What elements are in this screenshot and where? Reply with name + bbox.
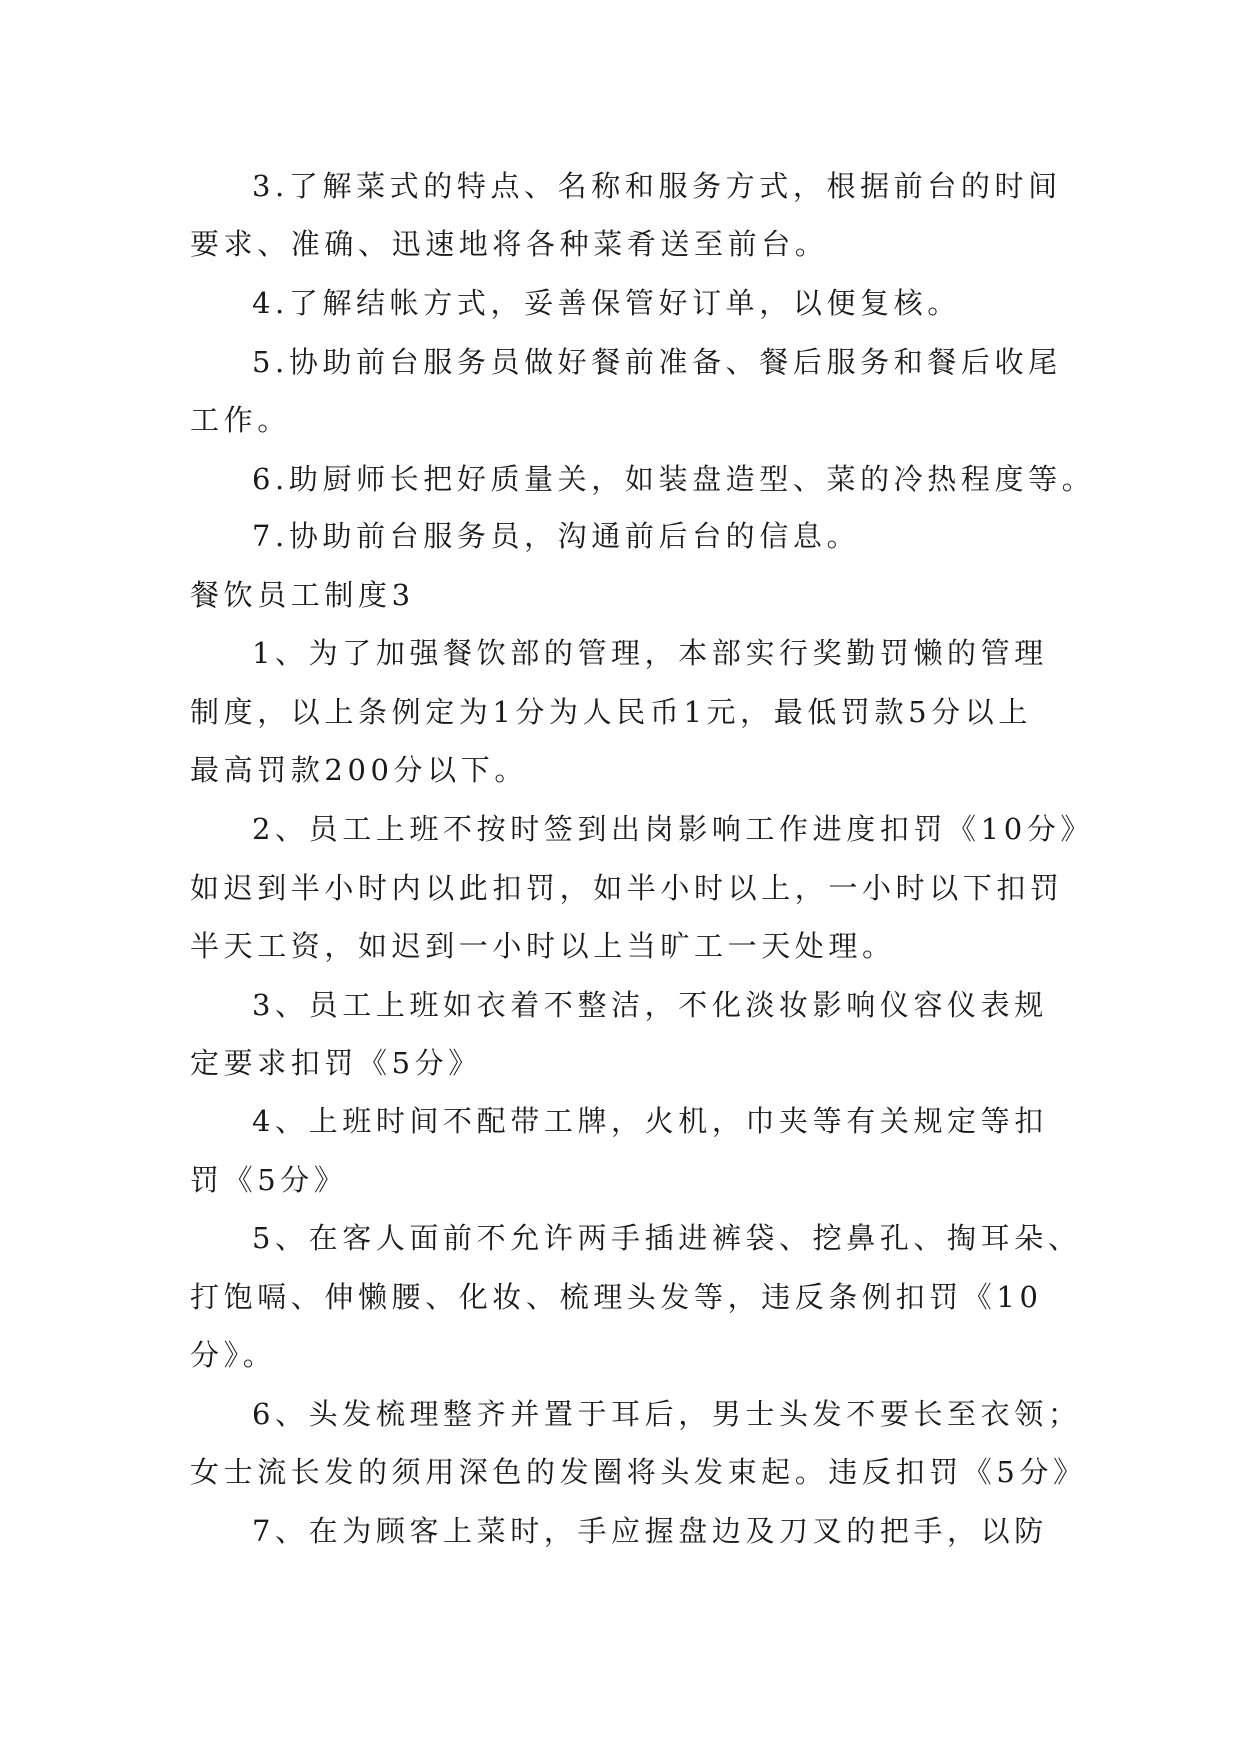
paragraph-line: 女士流长发的须用深色的发圈将头发束起。违反扣罚《5分》 (190, 1455, 1087, 1489)
paragraph-line: 3、员工上班如衣着不整洁，不化淡妆影响仪容仪表规 (252, 988, 1048, 1022)
paragraph-line: 如迟到半小时内以此扣罚，如半小时以上，一小时以下扣罚 (190, 871, 1064, 905)
paragraph-line: 5.协助前台服务员做好餐前准备、餐后服务和餐后收尾 (252, 345, 1062, 379)
paragraph-line: 5、在客人面前不允许两手插进裤袋、挖鼻孔、掏耳朵、 (252, 1221, 1082, 1255)
paragraph-line: 4、上班时间不配带工牌，火机，巾夹等有关规定等扣 (252, 1104, 1048, 1138)
paragraph-line: 要求、准确、迅速地将各种菜肴送至前台。 (190, 227, 829, 261)
paragraph-line: 6、头发梳理整齐并置于耳后，男士头发不要长至衣领； (252, 1397, 1082, 1431)
paragraph-line: 4.了解结帐方式，妥善保管好订单，以便复核。 (252, 286, 961, 320)
paragraph-line: 6.助厨师长把好质量关，如装盘造型、菜的冷热程度等。 (252, 462, 1096, 496)
paragraph-line: 7.协助前台服务员，沟通前后台的信息。 (252, 519, 861, 553)
paragraph-line: 7、在为顾客上菜时，手应握盘边及刀叉的把手，以防 (252, 1514, 1048, 1548)
section-heading: 餐饮员工制度3 (190, 578, 415, 612)
paragraph-line: 定要求扣罚《5分》 (190, 1046, 482, 1080)
paragraph-line: 3.了解菜式的特点、名称和服务方式，根据前台的时间 (252, 169, 1062, 203)
paragraph-line: 工作。 (190, 403, 291, 437)
paragraph-line: 1、为了加强餐饮部的管理，本部实行奖勤罚懒的管理 (252, 636, 1048, 670)
paragraph-line: 打饱嗝、伸懒腰、化妆、梳理头发等，违反条例扣罚《10 (190, 1280, 1043, 1314)
paragraph-line: 半天工资，如迟到一小时以上当旷工一天处理。 (190, 929, 896, 963)
paragraph-line: 分》。 (190, 1338, 277, 1372)
paragraph-line: 罚《5分》 (190, 1163, 348, 1197)
paragraph-line: 2、员工上班不按时签到出岗影响工作进度扣罚《10分》 (252, 812, 1094, 846)
paragraph-line: 最高罚款200分以下。 (190, 753, 528, 787)
paragraph-line: 制度，以上条例定为1分为人民币1元，最低罚款5分以上 (190, 695, 1032, 729)
